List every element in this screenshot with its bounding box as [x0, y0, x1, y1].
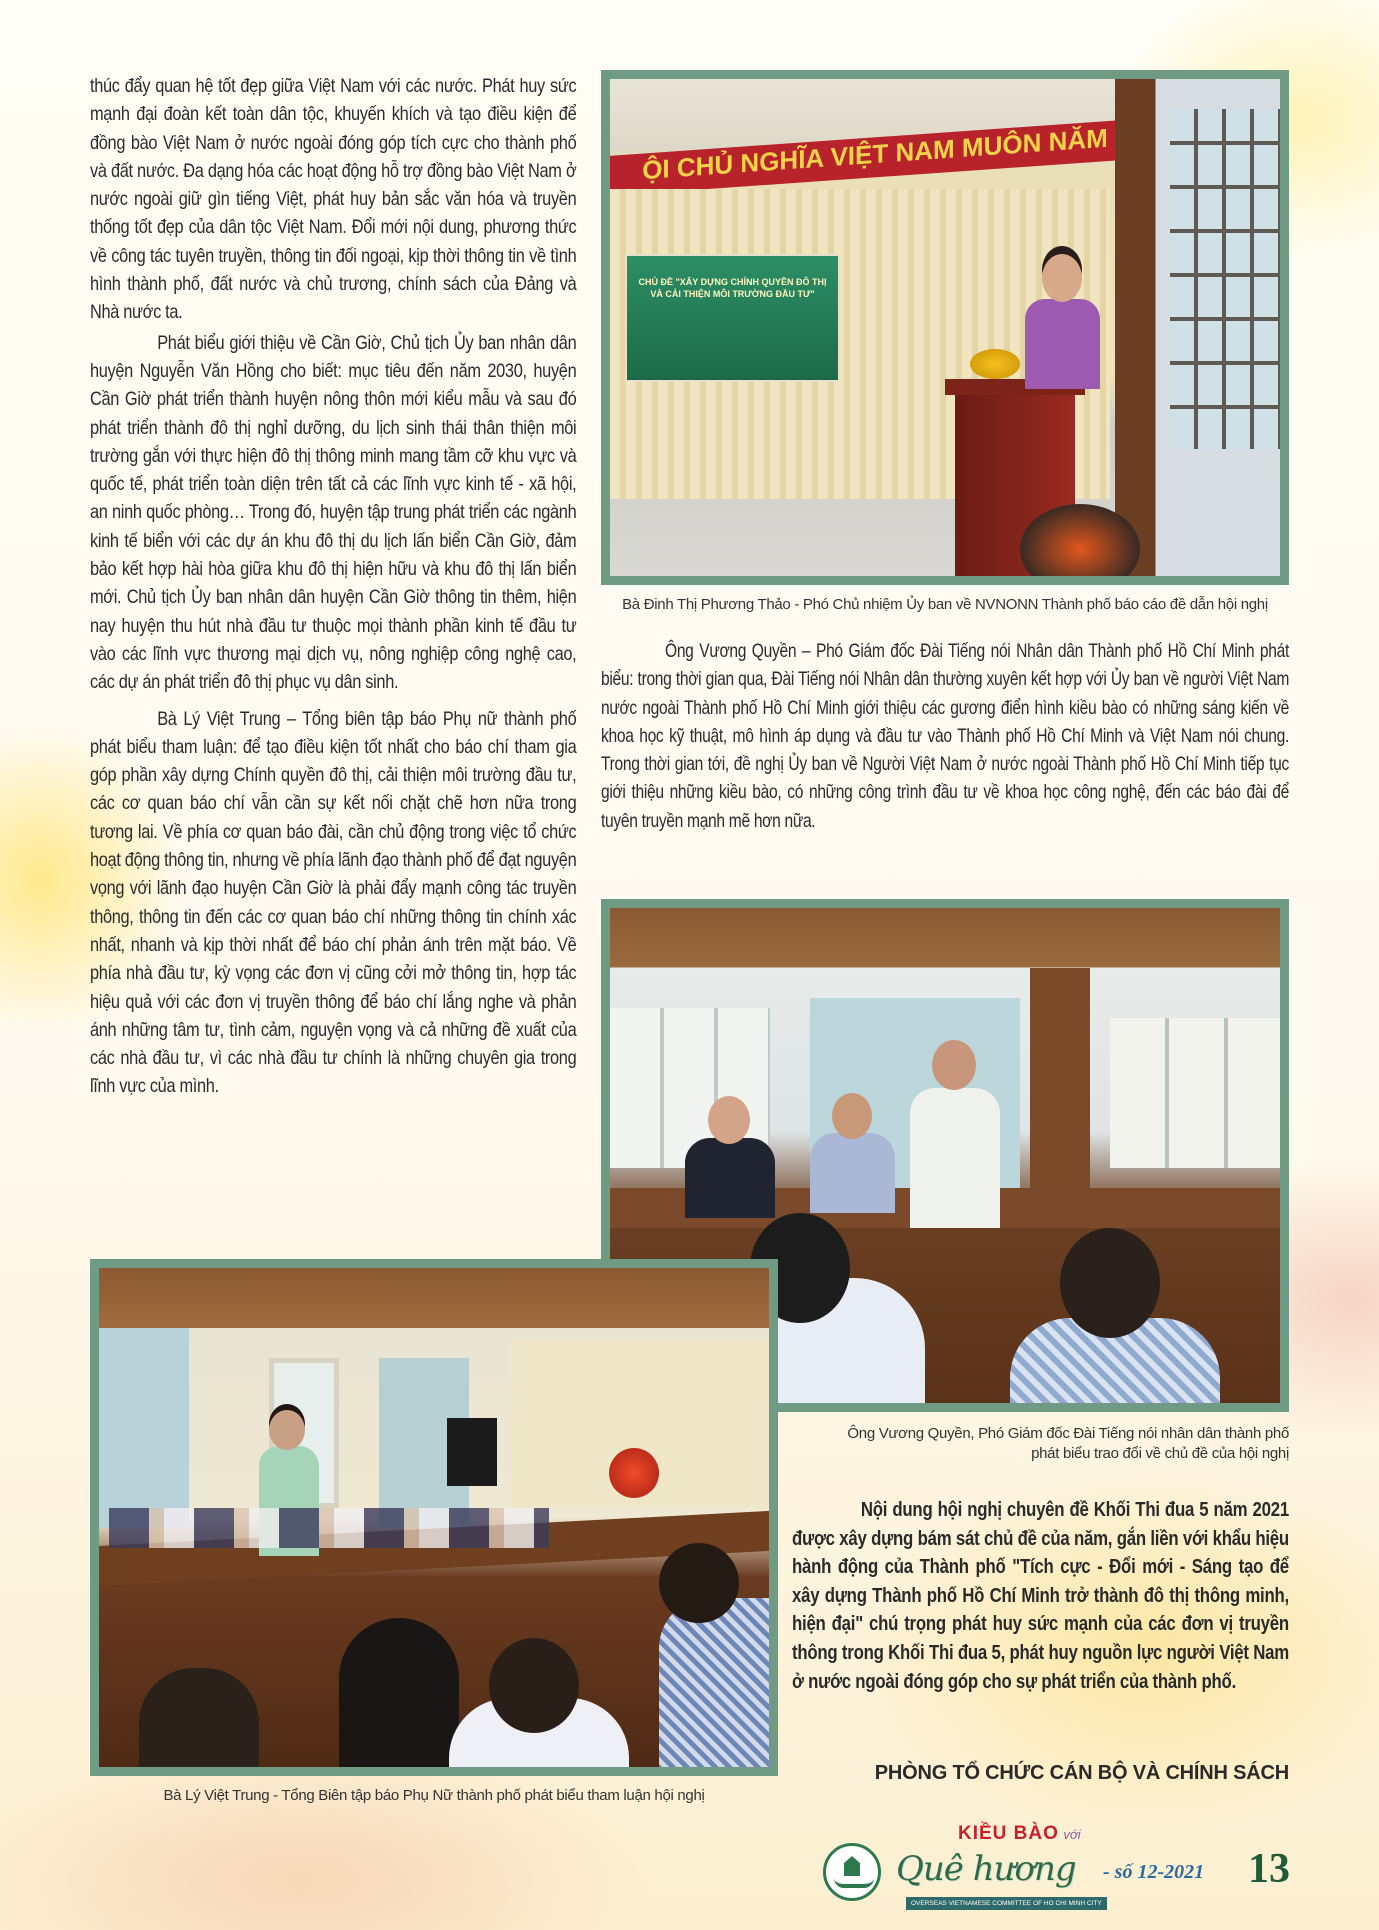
paragraph: Bà Lý Việt Trung – Tổng biên tập báo Phụ nữ thành phố phát biểu tham luận: để tạo điều kiện tốt nhất cho báo chí tham gia góp phần xây dựng Chính quyền đô thị, cải thiện môi trường đầu tư, các cơ quan báo chí vẫn cần sự kết nối chặt chẽ hơn nữa trong tương lai. Về phía cơ quan báo đài, cần chủ động trong việc tổ chức hoạt động thông tin, nhưng về phía lãnh đạo thành phố để đạt nguyện vọng với lãnh đạo huyện Cần Giờ là phải đẩy mạnh công tác truyền thông, thông tin đến các cơ quan báo chí những thông tin chính xác nhất, nhanh và kịp thời nhất để báo chí phản ánh trên mặt báo. Về phía nhà đầu tư, kỳ vọng các đơn vị cũng cởi mở thông tin, hợp tác hiệu quả với các đơn vị truyền thông để báo chí lắng nghe và phản ánh những tâm tư, tình cảm, nguyện vọng và cả những đề xuất của các nhà đầu tư, vì các nhà đầu tư chính là những chuyên gia trong lĩnh vực của mình.	[90, 707, 577, 1098]
left-column-text	[90, 72, 576, 1101]
magazine-logo-icon	[823, 1843, 881, 1901]
brand-top	[958, 1823, 1081, 1845]
photo-podium-caption: Bà Đinh Thị Phương Thảo - Phó Chủ nhiệm Ủy ban về NVNONN Thành phố báo cáo đề dẫn hội nghị	[622, 596, 1268, 613]
right-column-text	[601, 637, 1289, 835]
photo-screen	[625, 254, 840, 382]
magazine-footer	[820, 1823, 1290, 1915]
brand-kieu-bao: KIỀU BÀO	[958, 1823, 1059, 1844]
paragraph: Ông Vương Quyền – Phó Giám đốc Đài Tiếng nói Nhân dân Thành phố Hồ Chí Minh phát biểu: trong thời gian qua, Đài Tiếng nói Nhân dân thường xuyên kết hợp với Ủy ban về người Việt Nam nước ngoài Thành phố Hồ Chí Minh giới thiệu các gương điển hình kiều bào có những sáng kiến về khoa học kỹ thuật, mô hình áp dụng và đầu tư vào Thành phố Hồ Chí Minh và Việt Nam nói chung. Trong thời gian tới, đề nghị Ủy ban về Người Việt Nam ở nước ngoài Thành phố Hồ Chí Minh tiếp tục giới thiệu những kiều bào, có những công trình đầu tư về khoa học công nghệ, đến các báo đài để tuyên truyền mạnh mẽ hơn nữa.	[601, 640, 1289, 832]
paragraph: Phát biểu giới thiệu về Cần Giờ, Chủ tịch Ủy ban nhân dân huyện Nguyễn Văn Hồng cho biết: mục tiêu đến năm 2030, huyện Cần Giờ phát triển thành huyện nông thôn mới kiểu mẫu và sau đó phát triển thành đô thị nghỉ dưỡng, du lịch sinh thái thân thiện môi trường gắn với thực hiện đô thị thông minh mang tầm cỡ khu vực và quốc tế, phát triển toàn diện trên tất cả các lĩnh vực kinh tế - xã hội, an ninh quốc phòng… Trong đó, huyện tập trung phát triển các ngành kinh tế biển với các dự án khu đô thị du lịch lấn biển Cần Giờ, đảm bảo kết hợp hài hòa giữa khu đô thị hiện hữu và khu đô thị lấn biển mới. Chủ tịch Ủy ban nhân dân huyện Cần Giờ thông tin thêm, hiện nay huyện thu hút nhà đầu tư thuộc mọi thành phần kinh tế đầu tư vào các lĩnh vực thương mại dịch vụ, nông nghiệp công nghệ cao, các dự án phát triển đô thị phục vụ dân sinh.	[90, 331, 577, 694]
photo-meeting-caption: Bà Lý Việt Trung - Tổng Biên tập báo Phụ Nữ thành phố phát biểu tham luận hội nghị	[163, 1787, 705, 1804]
photo-banner-text: ỘI CHỦ NGHĨA VIỆT NAM MUÔN NĂM	[642, 122, 1108, 186]
caption-line: phát biểu trao đổi về chủ đề của hội nghị	[1031, 1445, 1289, 1462]
photo-screen-text: CHỦ ĐỀ "XÂY DỰNG CHÍNH QUYỀN ĐÔ THỊ VÀ CẢI THIỆN MÔI TRƯỜNG ĐẦU TƯ"	[638, 277, 827, 299]
author-signature: PHÒNG TỔ CHỨC CÁN BỘ VÀ CHÍNH SÁCH	[874, 1762, 1289, 1784]
brand-script: Quê hương	[896, 1849, 1076, 1889]
caption-line: Ông Vương Quyền, Phó Giám đốc Đài Tiếng nói nhân dân thành phố	[847, 1425, 1289, 1442]
photo-standing-speaker-caption	[760, 1424, 1289, 1464]
page-number: 13	[1248, 1846, 1290, 1892]
photo-meeting-room	[90, 1259, 778, 1776]
brand-voi: với	[1063, 1827, 1081, 1842]
photo-podium-speaker	[601, 70, 1289, 585]
brand-subtitle: OVERSEAS VIETNAMESE COMMITTEE OF HO CHI MINH CITY	[906, 1897, 1107, 1910]
summary-text: Nội dung hội nghị chuyên đề Khối Thi đua 5 năm 2021 được xây dựng bám sát chủ đề của năm, gắn liền với khẩu hiệu hành động của Thành phố "Tích cực - Đổi mới - Sáng tạo để xây dựng Thành phố Hồ Chí Minh trở thành đô thị thông minh, hiện đại" chú trọng phát huy sức mạnh của các đơn vị truyền thông trong Khối Thi đua 5, phát huy nguồn lực người Việt Nam ở nước ngoài đóng góp cho sự phát triển của thành phố.	[792, 1498, 1289, 1693]
issue-number: - số 12-2021	[1103, 1861, 1205, 1883]
paragraph: thúc đẩy quan hệ tốt đẹp giữa Việt Nam với các nước. Phát huy sức mạnh đại đoàn kết toàn dân tộc, khuyến khích và tạo điều kiện để đồng bào Việt Nam ở nước ngoài đóng góp tích cực cho thành phố và đất nước. Đa dạng hóa các hoạt động hỗ trợ đồng bào Việt Nam ở nước ngoài giữ gìn tiếng Việt, phát huy bản sắc văn hóa và truyền thống tốt đẹp của dân tộc Việt Nam. Đổi mới nội dung, phương thức về công tác tuyên truyền, thông tin đối ngoại, kịp thời thông tin về tình hình thành phố, đất nước và chủ trương, chính sách của Đảng và Nhà nước ta.	[90, 75, 577, 324]
